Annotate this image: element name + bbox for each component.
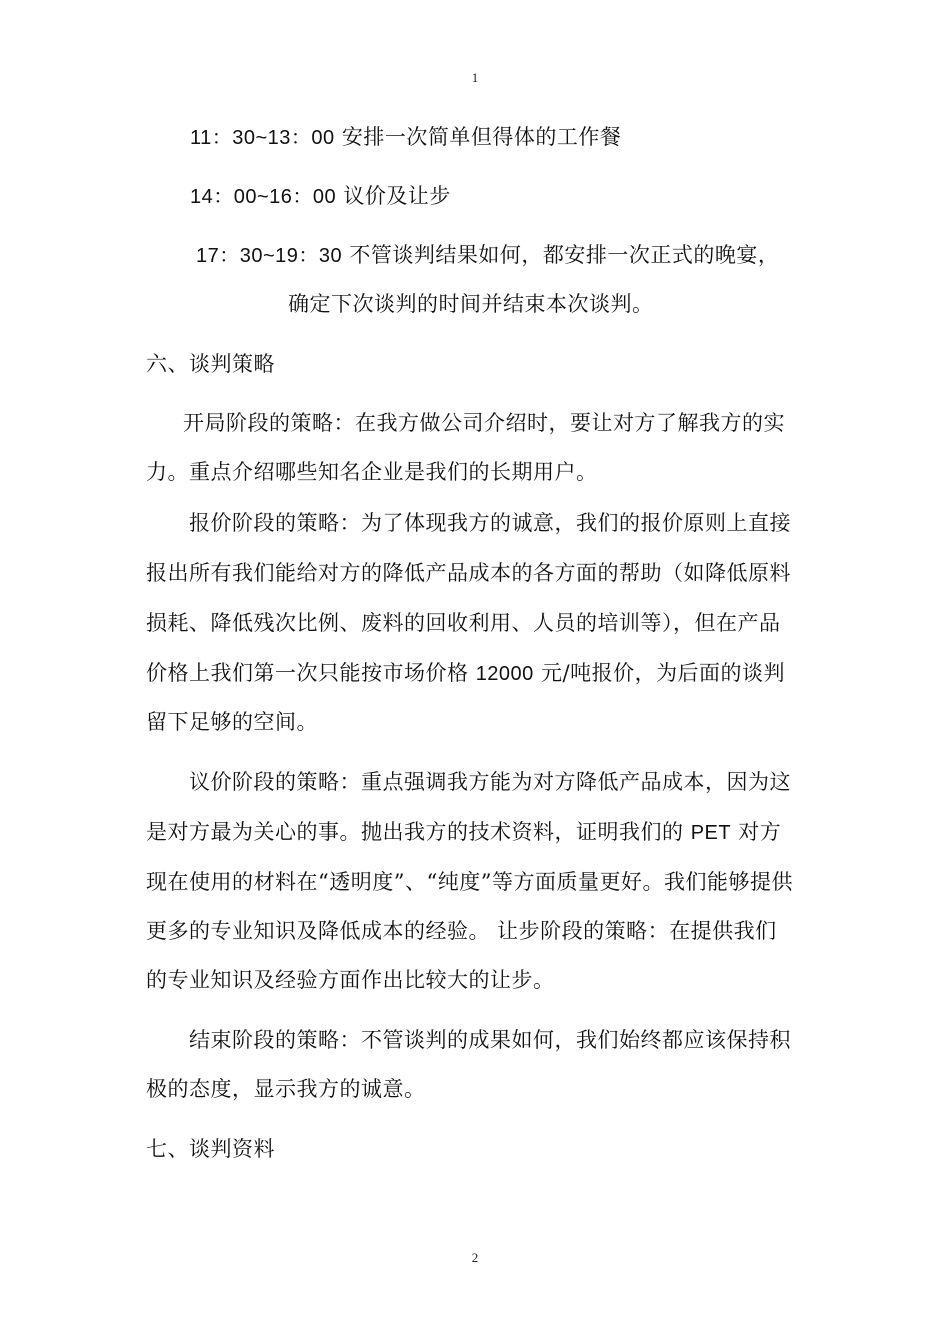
paragraph-line: 力。重点介绍哪些知名企业是我们的长期用户。 <box>146 460 598 484</box>
top-page-number: 1 <box>471 70 479 85</box>
bottom-page-number: 2 <box>471 1250 479 1265</box>
schedule-time: 11：30~13：00 <box>190 127 335 149</box>
line-text: 价格上我们第一次只能按市场价格 <box>146 661 476 685</box>
paragraph-line: 报出所有我们能给对方的降低产品成本的各方面的帮助（如降低原料 <box>146 561 791 585</box>
paragraph-line: 开局阶段的策略：在我方做公司介绍时，要让对方了解我方的实 <box>183 411 785 435</box>
paragraph-line: 现在使用的材料在“透明度”、“纯度”等方面质量更好。我们能够提供 <box>146 870 793 894</box>
section-heading-strategy: 六、谈判策略 <box>146 352 275 376</box>
price-value: 12000 <box>475 663 534 685</box>
paragraph-line: 议价阶段的策略：重点强调我方能为对方降低产品成本，因为这 <box>189 770 791 794</box>
paragraph-line <box>146 818 781 847</box>
paragraph-line: 的专业知识及经验方面作出比较大的让步。 <box>146 968 555 992</box>
material-name: PET <box>690 822 732 844</box>
schedule-continuation: 确定下次谈判的时间并结束本次谈判。 <box>288 292 654 316</box>
section-heading-materials: 七、谈判资料 <box>146 1137 275 1161</box>
schedule-text: 安排一次简单但得体的工作餐 <box>334 125 622 149</box>
schedule-text: 不管谈判结果如何，都安排一次正式的晚宴， <box>342 243 780 267</box>
line-text: 对方 <box>731 820 782 844</box>
line-text: 是对方最为关心的事。抛出我方的技术资料，证明我们的 <box>146 820 691 844</box>
paragraph-line: 更多的专业知识及降低成本的经验。 让步阶段的策略：在提供我们 <box>146 919 777 943</box>
paragraph-line: 报价阶段的策略：为了体现我方的诚意，我们的报价原则上直接 <box>189 511 791 535</box>
schedule-time: 17：30~19：30 <box>196 245 343 267</box>
paragraph-line <box>146 659 785 688</box>
schedule-item <box>190 182 451 211</box>
schedule-item <box>190 123 621 152</box>
paragraph-line: 留下足够的空间。 <box>146 710 318 734</box>
schedule-text: 议价及让步 <box>336 184 451 208</box>
schedule-item <box>196 241 779 270</box>
schedule-time: 14：00~16：00 <box>190 186 337 208</box>
line-text: 元/吨报价，为后面的谈判 <box>533 661 786 685</box>
paragraph-line: 结束阶段的策略：不管谈判的成果如何，我们始终都应该保持积 <box>189 1028 791 1052</box>
paragraph-line: 损耗、降低残次比例、废料的回收利用、人员的培训等），但在产品 <box>146 611 781 635</box>
paragraph-line: 极的态度，显示我方的诚意。 <box>146 1077 426 1101</box>
